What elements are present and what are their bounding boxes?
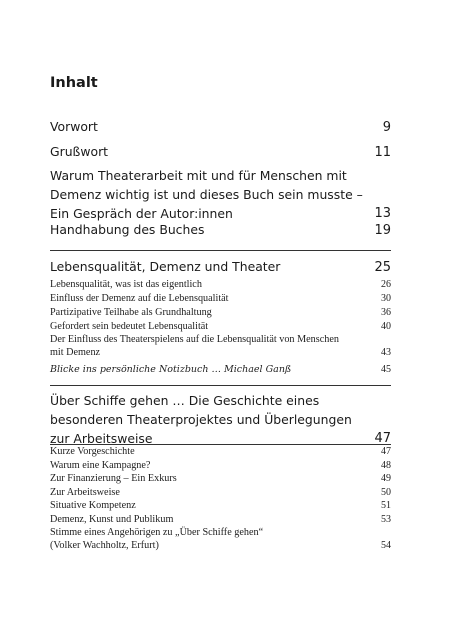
subentry-title: Kurze Vorgeschichte — [50, 446, 135, 457]
toc-heading: Inhalt — [50, 75, 98, 91]
toc-subentry[interactable] — [50, 334, 391, 359]
section-title-line: besonderen Theaterprojektes und Überlegungen — [50, 412, 352, 427]
toc-subentry[interactable] — [50, 293, 391, 306]
toc-section-ueber-schiffe-gehen[interactable] — [50, 391, 391, 448]
subentry-title: Partizipative Teilhabe als Grundhaltung — [50, 307, 212, 318]
entry-page: 11 — [374, 145, 391, 160]
section-divider — [50, 385, 391, 386]
subentry-title: Lebensqualität, was ist das eigentlich — [50, 279, 202, 290]
subentry-page: 43 — [381, 346, 391, 358]
subentry-title: Warum eine Kampagne? — [50, 460, 151, 471]
entry-title: Grußwort — [50, 144, 109, 159]
section-title-line: Über Schiffe gehen … Die Geschichte eines — [50, 393, 320, 408]
subentry-page: 26 — [381, 279, 391, 290]
toc-subentry[interactable] — [50, 279, 391, 292]
subentry-title: Blicke ins persönliche Notizbuch … Michael Ganß — [50, 364, 292, 375]
toc-subentry[interactable] — [50, 527, 391, 552]
toc-subentry[interactable] — [50, 460, 391, 473]
subentry-title: Zur Arbeitsweise — [50, 487, 120, 498]
toc-subentry[interactable] — [50, 473, 391, 486]
subentry-page: 48 — [381, 460, 391, 471]
subentry-title — [50, 334, 339, 359]
subentry-page: 36 — [381, 307, 391, 318]
subentry-page: 53 — [381, 514, 391, 525]
entry-title-line: Warum Theaterarbeit mit und für Menschen mit — [50, 168, 347, 183]
section-title: Lebensqualität, Demenz und Theater — [50, 259, 281, 274]
toc-subentry[interactable] — [50, 321, 391, 334]
subentry-page: 50 — [381, 487, 391, 498]
toc-subentry[interactable] — [50, 514, 391, 527]
entry-page: 19 — [374, 223, 391, 238]
toc-entry-vorwort[interactable] — [50, 117, 391, 137]
toc-subentry[interactable] — [50, 500, 391, 513]
subentry-page: 40 — [381, 321, 391, 332]
subentry-page: 30 — [381, 293, 391, 304]
subentry-page: 54 — [381, 539, 391, 551]
entry-title-line: Ein Gespräch der Autor:innen — [50, 206, 233, 221]
subentry-page: 47 — [381, 446, 391, 457]
toc-subentry-notizbuch[interactable] — [50, 364, 391, 377]
toc-subentry[interactable] — [50, 446, 391, 459]
entry-title: Handhabung des Buches — [50, 222, 205, 237]
subentry-page: 51 — [381, 500, 391, 511]
subentry-title: Demenz, Kunst und Publikum — [50, 514, 174, 525]
section-divider — [50, 444, 391, 445]
toc-section-lebensqualitaet[interactable] — [50, 257, 391, 277]
subentry-title-line: Der Einfluss des Theaterspielens auf die Lebensqualität von Menschen — [50, 334, 339, 345]
section-page: 47 — [374, 431, 391, 446]
entry-title-line: Demenz wichtig ist und dieses Buch sein musste – — [50, 187, 363, 202]
section-page: 25 — [374, 260, 391, 275]
section-title-line: zur Arbeitsweise — [50, 431, 153, 446]
subentry-title — [50, 527, 263, 552]
subentry-title: Situative Kompetenz — [50, 500, 136, 511]
subentry-page: 45 — [381, 364, 391, 375]
entry-page: 13 — [374, 206, 391, 221]
entry-page: 9 — [382, 120, 391, 135]
subentry-title: Gefordert sein bedeutet Lebensqualität — [50, 321, 209, 332]
subentry-page: 49 — [381, 473, 391, 484]
toc-subentry[interactable] — [50, 487, 391, 500]
section-divider — [50, 250, 391, 251]
subentry-title: Einfluss der Demenz auf die Lebensqualität — [50, 293, 229, 304]
entry-title: Vorwort — [50, 119, 98, 134]
toc-entry-grusswort[interactable] — [50, 142, 391, 162]
toc-entry-handhabung[interactable] — [50, 220, 391, 240]
entry-title — [50, 166, 363, 223]
subentry-title-line: mit Demenz — [50, 346, 101, 358]
toc-entry-warum-theaterarbeit[interactable] — [50, 166, 391, 223]
toc-subentry[interactable] — [50, 307, 391, 320]
subentry-title: Zur Finanzierung – Ein Exkurs — [50, 473, 177, 484]
subentry-title-line: (Volker Wachholtz, Erfurt) — [50, 539, 159, 551]
subentry-title-line: Stimme eines Angehörigen zu „Über Schiffe gehen“ — [50, 527, 264, 538]
section-title — [50, 391, 352, 448]
